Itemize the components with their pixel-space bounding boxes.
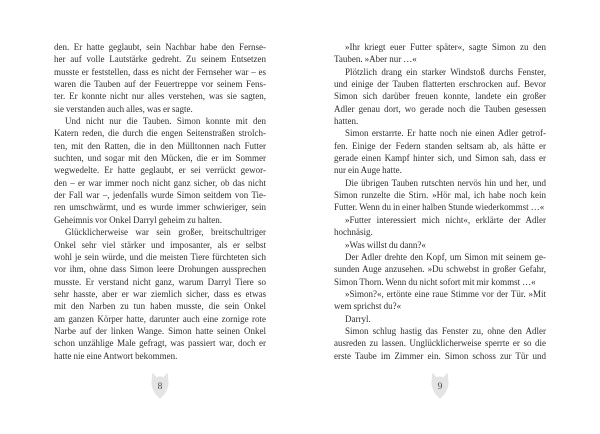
- page-right-text: [334, 41, 546, 362]
- text-line: hatten.: [334, 116, 359, 127]
- text-line: ten, mit den Ratten, die in den Mülltonnen nach Futter: [54, 140, 266, 151]
- page-number-right: 9: [437, 381, 443, 392]
- text-line: Und nicht nur die Tauben. Simon konnte mit den: [65, 116, 266, 127]
- text-line: hatte nie eine Antwort bekommen.: [54, 350, 178, 361]
- text-line: wegwedelte. Er hatte geglaubt, er sei verrückt gewor-: [54, 165, 266, 176]
- text-line: Glücklicherweise war sein großer, breitschultriger: [65, 227, 266, 238]
- text-line: suchten, und sogar mit den Mücken, die er im Sommer: [54, 153, 266, 164]
- text-line: am ganzen Körper hatte, darunter auch eine zornige rote: [54, 313, 266, 324]
- text-line: »Futter interessiert mich nicht«, erklärte der Adler: [345, 214, 546, 225]
- text-line: Simon schlug hastig das Fenster zu, ohne den Adler: [345, 325, 546, 336]
- text-line: Futter. Wenn du in einer halben Stunde wiederkommst …«: [334, 202, 545, 213]
- text-line: ter. Er konnte nicht nur alles verstehen, was sie sagten,: [54, 91, 266, 102]
- page-left-footer: [54, 372, 266, 399]
- text-line: »Simon?«, ertönte eine raue Stimme vor der Tür. »Mit: [345, 288, 546, 299]
- text-line: erste Taube im Zimmer ein. Simon schoss zur Tür und: [334, 350, 546, 361]
- text-line: wohl je sein würde, und die meisten Tiere fürchteten sich: [54, 251, 266, 262]
- text-line: gerade einen Kampf hinter sich, und Simon sah, dass er: [334, 153, 546, 164]
- text-line: und einige der Tauben flatterten erschrocken auf. Bevor: [334, 79, 546, 90]
- text-line: den – er war immer noch nicht ganz sicher, ob das nicht: [54, 177, 266, 188]
- text-line: »Was willst du dann?«: [345, 239, 426, 250]
- page-left-text: [54, 41, 266, 362]
- text-line: Onkel sehr viel stärker und imposanter, als er selbst: [54, 239, 266, 250]
- text-line: Der Adler drehte den Kopf, um Simon mit seinem ge-: [345, 251, 546, 262]
- text-line: her auf volle Lautstärke gedreht. Zu seinem Entsetzen: [54, 54, 266, 65]
- text-line: hochnäsig.: [334, 227, 373, 238]
- text-line: vor ihm, ohne dass Simon leere Drohungen aussprechen: [54, 264, 266, 275]
- text-line: sunden Auge anzusehen. »Du schwebst in großer Gefahr,: [334, 264, 546, 275]
- text-line: musste er feststellen, dass es nicht der Fernseher war – es: [54, 66, 266, 77]
- text-line: Plötzlich drang ein starker Windstoß durchs Fenster,: [345, 66, 546, 77]
- text-line: »Ihr kriegt euer Futter später«, sagte Simon zu den: [345, 42, 546, 52]
- text-line: wem sprichst du?«: [334, 301, 402, 312]
- text-line: Simon runzelte die Stirn. »Hör mal, ich habe noch kein: [334, 190, 546, 201]
- text-line: Geheimnis vor Onkel Darryl geheim zu halten.: [54, 214, 222, 225]
- page-number-left: 8: [157, 381, 163, 392]
- text-line: Die übrigen Tauben rutschten nervös hin und her, und: [345, 177, 546, 188]
- text-line: schon unzählige Male gefragt, was passiert war, doch er: [54, 338, 266, 349]
- text-line: der Fall war –, jedenfalls wurde Simon seitdem von Tie-: [54, 190, 266, 201]
- text-line: Tauben. »Aber nur …«: [334, 54, 417, 65]
- text-line: Simon erstarrte. Er hatte noch nie einen Adler getrof-: [345, 128, 546, 139]
- page-number-badge-right: [430, 372, 450, 399]
- text-line: fen. Einige der Federn standen seltsam ab, als hätte er: [334, 140, 546, 151]
- text-line: sehr hasste, aber er war ziemlich sicher, dass es etwas: [54, 288, 266, 299]
- text-line: mit den Narben zu tun haben musste, die sein Onkel: [54, 301, 266, 312]
- page-right-footer: [334, 372, 546, 399]
- text-line: Katern reden, die durch die engen Seitenstraßen strolch-: [54, 128, 266, 139]
- text-line: Narbe auf der linken Wange. Simon hatte seinen Onkel: [54, 325, 266, 336]
- text-line: sie verstanden auch alles, was er sagte.: [54, 103, 193, 114]
- text-line: den. Er hatte geglaubt, sein Nachbar habe den Fernse-: [54, 42, 266, 52]
- text-line: ren umschwärmt, und es wurde immer schwieriger, sein: [54, 202, 266, 213]
- text-line: Simon sich darüber freuen konnte, landete ein großer: [334, 91, 546, 102]
- text-line: nur ein Auge hatte.: [334, 165, 402, 176]
- text-line: waren die Tauben auf der Feuertreppe vor seinem Fens-: [54, 79, 266, 90]
- text-line: Adler genau dort, wo gerade noch die Tauben gesessen: [334, 103, 546, 114]
- text-line: Simon Thorn. Wenn du nicht sofort mit mir kommst …«: [334, 276, 536, 287]
- text-line: ausreden zu lassen. Unglücklicherweise sperrte er so die: [334, 338, 546, 349]
- text-line: Darryl.: [345, 313, 371, 324]
- page-number-badge-left: [150, 372, 170, 399]
- text-line: musste. Er verstand nicht ganz, warum Darryl Tiere so: [54, 276, 266, 287]
